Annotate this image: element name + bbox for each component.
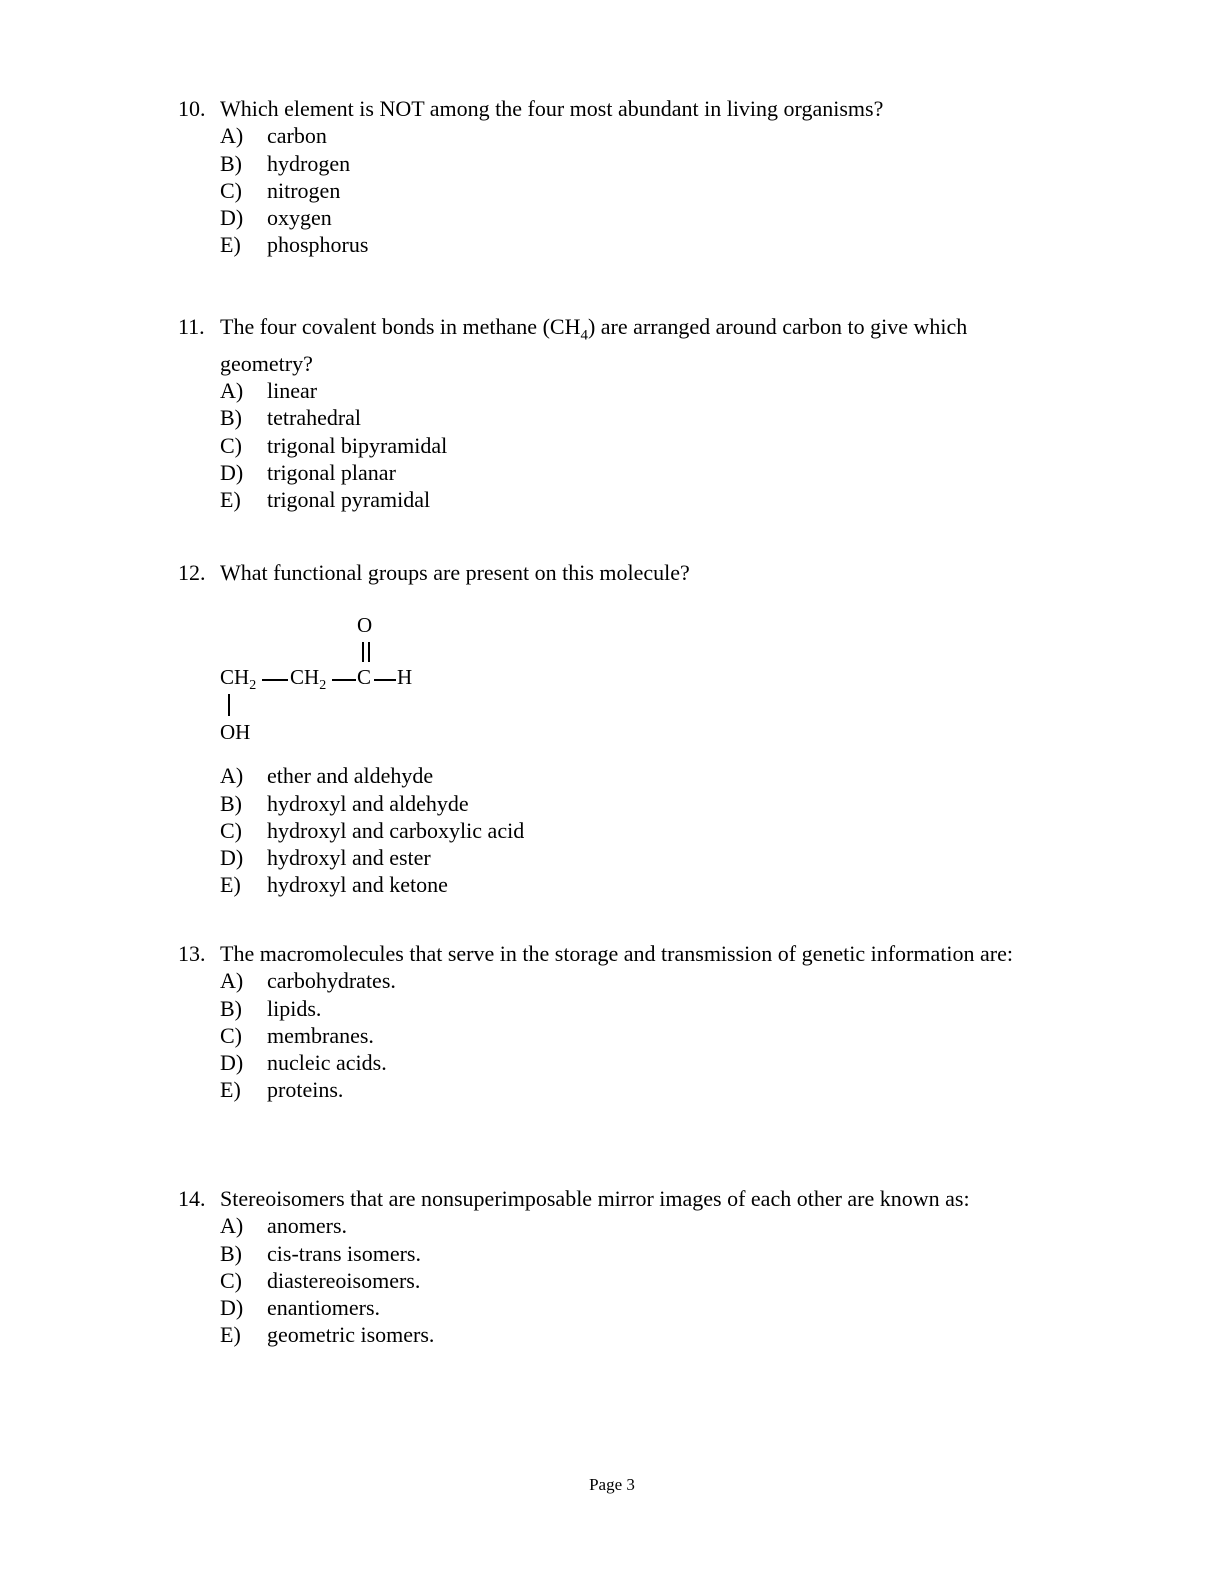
option-letter: B) [220,1240,242,1266]
option-e [178,486,1058,513]
option-b [178,404,1058,431]
page-number: Page 3 [589,1475,635,1494]
single-bond-1 [262,679,288,681]
option-d [178,1294,1058,1321]
question-number: 13. [178,941,206,966]
option-letter: B) [220,405,242,431]
question-stem [178,95,1058,122]
option-letter: B) [220,150,242,176]
option-letter: D) [220,1050,244,1076]
option-letter: B) [220,790,242,816]
option-letter: D) [220,845,244,871]
option-letter: A) [220,968,244,994]
option-text: geometric isomers. [267,1322,435,1348]
option-letter: A) [220,763,244,789]
molecule-structure-diagram [220,586,1058,745]
option-letter: C) [220,177,242,203]
option-text: hydrogen [267,150,351,176]
option-letter: E) [220,872,241,898]
option-c [178,817,1058,844]
option-text: oxygen [267,205,332,231]
question-text: What functional groups are present on this molecule? [220,560,690,585]
option-text: carbon [267,123,327,149]
option-text: hydroxyl and carboxylic acid [267,817,525,843]
question-number: 11. [178,314,205,339]
option-text: trigonal bipyramidal [267,432,448,458]
option-b [178,1240,1058,1267]
option-text: carbohydrates. [267,968,396,994]
option-letter: D) [220,205,244,231]
option-a [178,377,1058,404]
option-letter: E) [220,1322,241,1348]
option-text: diastereoisomers. [267,1267,421,1293]
option-d [178,1049,1058,1076]
option-text: cis-trans isomers. [267,1240,421,1266]
question-text: The four covalent bonds in methane $(CH_4)$ are arranged around carbon to give which geometry? [220,314,968,376]
option-e [178,871,1058,898]
question-number: 14. [178,1186,206,1211]
option-letter: C) [220,817,242,843]
option-d [178,204,1058,231]
option-text: hydroxyl and aldehyde [267,790,469,816]
option-text: enantiomers. [267,1295,381,1321]
option-letter: A) [220,123,244,149]
option-a [178,967,1058,994]
option-a [178,762,1058,789]
option-letter: C) [220,1022,242,1048]
option-b [178,790,1058,817]
option-letter: B) [220,995,242,1021]
option-e [178,231,1058,258]
option-d [178,844,1058,871]
option-letter: C) [220,432,242,458]
option-letter: D) [220,459,244,485]
option-e [178,1076,1058,1103]
option-letter: E) [220,1077,241,1103]
option-c [178,432,1058,459]
question-text: Stereoisomers that are nonsuperimposable mirror images of each other are known as: [220,1186,970,1211]
single-bond-3 [374,679,396,681]
option-text: hydroxyl and ketone [267,872,448,898]
option-text: lipids. [267,995,322,1021]
single-bond-2 [332,679,356,681]
option-text: membranes. [267,1022,374,1048]
option-b [178,150,1058,177]
double-bond-line-2 [368,642,370,662]
question-10 [178,95,1058,259]
option-text: phosphorus [267,232,369,258]
carbon-atom: C [357,665,372,690]
option-letter: D) [220,1295,244,1321]
hydrogen-atom: H [397,665,413,690]
question-stem [178,313,1058,377]
option-b [178,995,1058,1022]
option-a [178,122,1058,149]
question-stem [178,940,1058,967]
option-c [178,1022,1058,1049]
option-e [178,1321,1058,1348]
option-letter: A) [220,1213,244,1239]
ch2-group-2: $CH_2$ [290,665,327,694]
option-c [178,1267,1058,1294]
option-text: tetrahedral [267,405,362,431]
question-number: 12. [178,560,206,585]
option-text: trigonal planar [267,459,396,485]
double-bond-line-1 [362,642,364,662]
option-d [178,459,1058,486]
option-text: trigonal pyramidal [267,487,431,513]
option-text: anomers. [267,1213,348,1239]
option-text: nucleic acids. [267,1050,387,1076]
question-stem [178,1185,1058,1212]
option-text: nitrogen [267,177,341,203]
option-letter: E) [220,487,241,513]
hydroxyl-group: OH [220,720,251,745]
option-text: proteins. [267,1077,344,1103]
option-letter: E) [220,232,241,258]
question-text: Which element is NOT among the four most abundant in living organisms? [220,96,884,121]
option-text: ether and aldehyde [267,763,434,789]
option-c [178,177,1058,204]
question-stem [178,559,1058,586]
question-12 [178,559,1058,899]
question-11 [178,313,1058,513]
option-a [178,1212,1058,1239]
option-letter: C) [220,1267,242,1293]
question-14 [178,1185,1058,1349]
ch2-group-1: $CH_2$ [220,665,257,694]
question-text: The macromolecules that serve in the storage and transmission of genetic information are: [220,941,1013,966]
vertical-bond [228,694,230,716]
question-number: 10. [178,96,206,121]
option-text: hydroxyl and ester [267,845,431,871]
option-letter: A) [220,377,244,403]
option-text: linear [267,377,318,403]
question-13 [178,940,1058,1104]
oxygen-atom: O [357,613,373,638]
